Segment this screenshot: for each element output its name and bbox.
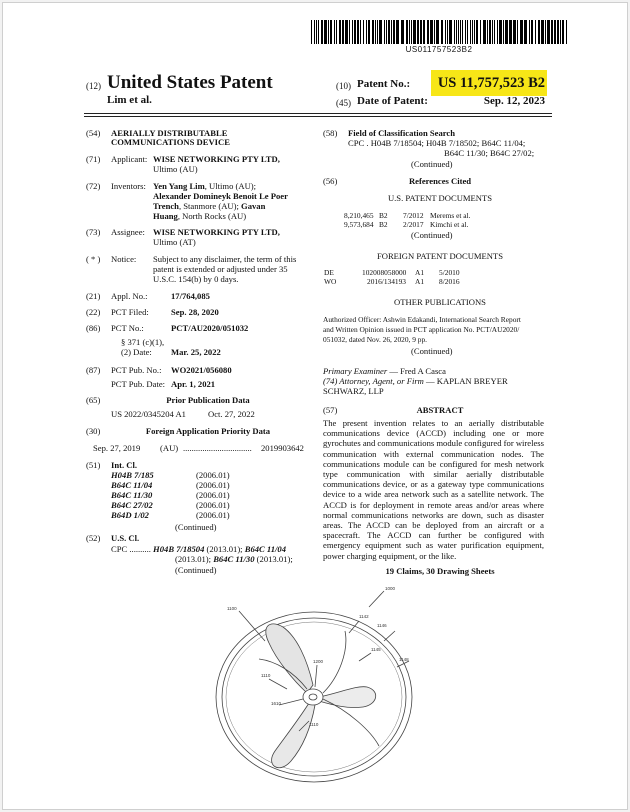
ref-label-1146: 1146 — [377, 623, 387, 628]
code-30: (30) — [86, 426, 101, 436]
code-73: (73) — [86, 227, 101, 237]
barcode-bar — [334, 20, 335, 44]
ref-label-1100: 1100 — [227, 606, 237, 611]
header-rule-2 — [84, 116, 552, 117]
barcode-bar — [391, 20, 392, 44]
barcode-bar — [458, 20, 459, 44]
us-ref-kind: B2 — [379, 211, 388, 220]
barcode-bar — [524, 20, 527, 44]
us-ref-name: Merems et al. — [430, 211, 471, 220]
ref-label-1142: 1142 — [359, 614, 369, 619]
date-of-patent: Sep. 12, 2023 — [483, 95, 545, 107]
barcode-bar — [562, 20, 564, 44]
barcode-bar — [409, 20, 410, 44]
barcode-bar — [489, 20, 491, 44]
assignee-label: Assignee: — [111, 227, 145, 237]
barcode-bar — [436, 20, 439, 44]
pct-filed-label: PCT Filed: — [111, 307, 149, 317]
barcode-bar — [560, 20, 561, 44]
barcode-bar — [462, 20, 463, 44]
patent-number-label: Patent No.: — [357, 78, 411, 90]
field-of-search-line2: B64C 11/30; B64C 27/02; — [444, 148, 535, 158]
blade-right — [319, 687, 376, 708]
inventor-name: Trench — [153, 201, 179, 211]
code-51: (51) — [86, 460, 101, 470]
pct-pub-no: WO2021/056080 — [171, 365, 232, 375]
us-ref-name: Kimchi et al. — [430, 220, 469, 229]
patent-drawing-figure — [199, 581, 439, 810]
priority-country: (AU) — [160, 443, 179, 453]
barcode-bar — [377, 20, 378, 44]
barcode-bar — [330, 20, 332, 44]
barcode-bar — [554, 20, 556, 44]
pct-pub-date-label: PCT Pub. Date: — [111, 379, 166, 389]
barcode-bar — [494, 20, 495, 44]
barcode-bar — [474, 20, 475, 44]
field-of-search-title: Field of Classification Search — [348, 128, 456, 138]
examiner-name: — Fred A Casca — [387, 366, 446, 376]
barcode-bar — [411, 20, 412, 44]
cpc-version: (2013.01); — [175, 554, 214, 564]
barcode-bar — [472, 20, 473, 44]
prior-publication-title: Prior Publication Data — [166, 395, 250, 405]
cpc-code: H04B 7/18504 — [153, 544, 205, 554]
barcode-bar — [324, 20, 327, 44]
barcode-bar — [393, 20, 395, 44]
patent-title-heading: United States Patent — [107, 72, 273, 93]
inventor-name: Huang — [153, 211, 178, 221]
int-cl-version: (2006.01) — [196, 470, 230, 480]
barcode-bar — [529, 20, 530, 44]
barcode-bar — [352, 20, 353, 44]
barcode-image — [311, 20, 567, 44]
attorney-name: — KAPLAN BREYER — [423, 376, 508, 386]
barcode-bar — [417, 20, 419, 44]
int-cl-version: (2006.01) — [196, 490, 230, 500]
barcode-bar — [513, 20, 516, 44]
barcode-bar — [406, 20, 408, 44]
int-cl-code: B64D 1/02 — [111, 510, 149, 520]
barcode-bar — [551, 20, 553, 44]
code-56: (56) — [323, 176, 338, 186]
field-of-search-continued: (Continued) — [411, 159, 453, 169]
notice-code: ( * ) — [86, 254, 101, 264]
barcode-bar — [445, 20, 446, 44]
barcode-bar — [368, 20, 370, 44]
barcode-bar — [509, 20, 512, 44]
inventors-label: Inventors: — [111, 181, 146, 191]
date-of-patent-label: Date of Patent: — [357, 95, 428, 107]
barcode-bar — [413, 20, 416, 44]
code-57: (57) — [323, 405, 338, 415]
cpc-code: B64C 11/30 — [213, 554, 255, 564]
barcode-bar — [420, 20, 422, 44]
assignee-name: WISE NETWORKING PTY LTD, — [153, 227, 280, 237]
code-58: (58) — [323, 128, 338, 138]
barcode-bar — [349, 20, 350, 44]
code-12: (12) — [86, 81, 101, 91]
applicant-location: Ultimo (AU) — [153, 164, 198, 174]
ref-label-1110b: 1110 — [309, 722, 319, 727]
barcode-bar — [363, 20, 364, 44]
foreign-ref-date: 8/2016 — [439, 277, 460, 286]
barcode-bar — [427, 20, 429, 44]
foreign-ref-country: WO — [324, 277, 337, 286]
strut-1 — [323, 631, 346, 693]
blade-lower — [272, 703, 315, 768]
barcode-bar — [345, 20, 348, 44]
pct-pub-no-label: PCT Pub. No.: — [111, 365, 162, 375]
barcode-bar — [541, 20, 544, 44]
inventors-line3 — [153, 201, 265, 211]
barcode-bar — [538, 20, 540, 44]
leader-line — [369, 591, 384, 607]
cpc-version: (2013.01); — [204, 544, 245, 554]
field-of-search-line1: CPC . H04B 7/18504; H04B 7/18502; B64C 11/04; — [348, 138, 526, 148]
barcode-bar — [505, 20, 508, 44]
pct-no-label: PCT No.: — [111, 323, 144, 333]
authors: Lim et al. — [107, 94, 152, 106]
barcode-bar — [487, 20, 488, 44]
barcode-bar — [492, 20, 493, 44]
int-cl-code: B64C 11/04 — [111, 480, 153, 490]
assignee-location: Ultimo (AT) — [153, 237, 196, 247]
barcode-bar — [470, 20, 471, 44]
us-cl-line2 — [175, 554, 293, 564]
pct-filed: Sep. 28, 2020 — [171, 307, 219, 317]
appl-no: 17/764,085 — [171, 291, 210, 301]
patent-number: US 11,757,523 B2 — [437, 75, 545, 91]
inventor-location: , Stanmore (AU); — [178, 201, 239, 211]
barcode-bar — [476, 20, 478, 44]
ref-label-1610: 1610 — [271, 701, 282, 706]
applicant-label: Applicant: — [111, 154, 148, 164]
ref-label-1148: 1148 — [399, 657, 409, 662]
barcode-bar — [547, 20, 550, 44]
pct-pub-date: Apr. 1, 2021 — [171, 379, 216, 389]
int-cl-version: (2006.01) — [196, 480, 230, 490]
inventors-line1 — [153, 181, 256, 191]
us-ref-date: 7/2012 — [403, 211, 424, 220]
priority-leader-dots: ................................ — [183, 443, 252, 453]
barcode-bar — [535, 20, 536, 44]
cpc-label: CPC .......... — [111, 544, 151, 554]
ref-label-1000: 1000 — [385, 586, 396, 591]
barcode-bar — [386, 20, 387, 44]
barcode-bar — [545, 20, 546, 44]
barcode-bar — [454, 20, 455, 44]
prior-publication-date: Oct. 27, 2022 — [208, 409, 255, 419]
barcode-bar — [557, 20, 559, 44]
barcode-bar — [354, 20, 356, 44]
abstract-text: The present invention relates to an aerially distributable communications device (ACCD) including one or more gyrochutes and communications module configured for wireless communication with external communication nodes. The communications module can be configured for mesh network type communication with similar aerially distributable communications device, or as a gateway type communications device to a wide area network such as a satellite network. The ACCD is for deployment in remote areas and/or areas where normal communications networks are down, such as disaster areas. The ACCD can be deployed from an aircraft or a spacecraft. The ACCD can further be configured with emergency equipment such as water purification equipment, power charging equipment, or the like. — [323, 418, 544, 561]
barcode-bar — [517, 20, 518, 44]
hub — [303, 689, 323, 705]
inventors-line2: Alexander Domineyk Benoit Le Poer — [153, 191, 288, 201]
invention-title-line2: COMMUNICATIONS DEVICE — [111, 137, 230, 147]
other-pub-line2: and Written Opinion issued in PCT application No. PCT/AU2020/ — [323, 325, 520, 334]
barcode-bar — [434, 20, 435, 44]
leader-line — [384, 631, 395, 641]
header-rule-1 — [84, 113, 552, 114]
int-cl-code: B64C 27/02 — [111, 500, 153, 510]
barcode-bar — [328, 20, 329, 44]
int-cl-version: (2006.01) — [196, 510, 230, 520]
us-cl-line1 — [111, 544, 286, 554]
leader-line — [239, 611, 265, 641]
barcode-bar — [396, 20, 399, 44]
code-86: (86) — [86, 323, 101, 333]
barcode-bar — [520, 20, 523, 44]
barcode-bar — [339, 20, 341, 44]
barcode-bar — [465, 20, 466, 44]
s371-date: Mar. 25, 2022 — [171, 347, 221, 357]
barcode-bar — [566, 20, 567, 44]
claims-drawing-sheets: 19 Claims, 30 Drawing Sheets — [385, 566, 495, 576]
inventor-name: Gavan — [241, 201, 266, 211]
barcode-bar — [316, 20, 317, 44]
primary-examiner — [323, 366, 446, 376]
pct-no: PCT/AU2020/051032 — [171, 323, 249, 333]
foreign-ref-kind: A1 — [415, 268, 425, 277]
appl-no-label: Appl. No.: — [111, 291, 148, 301]
barcode-bar — [423, 20, 425, 44]
priority-number: 2019903642 — [261, 443, 304, 453]
foreign-ref-date: 5/2010 — [439, 268, 460, 277]
foreign-ref-number: 102008058000 — [362, 268, 407, 277]
invention-title-line1: AERIALLY DISTRIBUTABLE — [111, 128, 228, 138]
int-cl-title: Int. Cl. — [111, 460, 138, 470]
ref-label-1200: 1200 — [313, 659, 324, 664]
barcode-bar — [357, 20, 359, 44]
code-71: (71) — [86, 154, 101, 164]
foreign-ref-country: DE — [324, 268, 334, 277]
barcode-bar — [497, 20, 498, 44]
barcode-bar — [430, 20, 433, 44]
us-ref-date: 2/2017 — [403, 220, 424, 229]
us-cl-continued: (Continued) — [175, 565, 217, 575]
cpc-version: (2013.01); — [254, 554, 293, 564]
priority-date: Sep. 27, 2019 — [93, 443, 141, 453]
prior-publication-number: US 2022/0345204 A1 — [111, 409, 186, 419]
barcode-bar — [531, 20, 533, 44]
other-pub-continued: (Continued) — [411, 346, 453, 356]
inventor-location: , Ultimo (AU); — [204, 181, 257, 191]
barcode-bar — [384, 20, 385, 44]
cpc-code: B64C 11/04 — [244, 544, 287, 554]
us-ref-number: 8,210,465 — [344, 211, 374, 220]
code-65: (65) — [86, 395, 101, 405]
code-21: (21) — [86, 291, 101, 301]
other-pub-line3: 051032, dated Nov. 26, 2020, 9 pp. — [323, 335, 428, 344]
barcode-bar — [336, 20, 337, 44]
int-cl-version: (2006.01) — [196, 500, 230, 510]
us-cl-title: U.S. Cl. — [111, 533, 140, 543]
code-87: (87) — [86, 365, 101, 375]
notice-label: Notice: — [111, 254, 137, 264]
code-52: (52) — [86, 533, 101, 543]
examiner-label: Primary Examiner — [323, 366, 388, 376]
barcode-bar — [388, 20, 390, 44]
barcode-bar — [375, 20, 376, 44]
foreign-ref-kind: A1 — [415, 277, 425, 286]
barcode-number: US011757523B2 — [405, 45, 473, 54]
us-patent-documents-title: U.S. PATENT DOCUMENTS — [387, 193, 493, 203]
int-cl-code: B64C 11/30 — [111, 490, 153, 500]
barcode-bar — [379, 20, 382, 44]
barcode-bar — [467, 20, 468, 44]
barcode-bar — [401, 20, 404, 44]
barcode-bar — [318, 20, 319, 44]
code-54: (54) — [86, 128, 101, 138]
attorney-label: (74) Attorney, Agent, or Firm — [323, 376, 424, 386]
leader-line — [359, 653, 371, 661]
int-cl-code: H04B 7/185 — [111, 470, 154, 480]
us-ref-kind: B2 — [379, 220, 388, 229]
barcode-bar — [499, 20, 502, 44]
code-22: (22) — [86, 307, 101, 317]
notice-line3: U.S.C. 154(b) by 0 days. — [153, 274, 239, 284]
code-45: (45) — [336, 98, 351, 108]
leader-line — [269, 679, 287, 689]
attorney-line1 — [323, 376, 508, 386]
attorney-line2: SCHWARZ, LLP — [323, 386, 384, 396]
ref-label-1145: 1145 — [371, 647, 381, 652]
barcode-bar — [460, 20, 461, 44]
barcode-bar — [321, 20, 323, 44]
inventors-line4 — [153, 211, 246, 221]
barcode-bar — [483, 20, 486, 44]
inventor-name: Yen Yang Lim — [153, 181, 205, 191]
abstract-title: ABSTRACT — [416, 405, 464, 415]
patent-front-page — [2, 2, 628, 810]
foreign-priority-title: Foreign Application Priority Data — [145, 426, 271, 436]
barcode-bar — [360, 20, 361, 44]
barcode-bar — [480, 20, 481, 44]
other-pub-line1: Authorized Officer: Ashwin Edakandi, International Search Report — [323, 315, 521, 324]
us-refs-continued: (Continued) — [411, 230, 453, 240]
int-cl-continued: (Continued) — [175, 522, 217, 532]
s371-date-label: (2) Date: — [121, 347, 152, 357]
barcode-bar — [366, 20, 367, 44]
ref-label-1110: 1110 — [261, 673, 271, 678]
barcode-bar — [456, 20, 457, 44]
code-72: (72) — [86, 181, 101, 191]
us-ref-number: 9,573,684 — [344, 220, 374, 229]
s371-label: § 371 (c)(1), — [121, 337, 165, 347]
barcode-bar — [372, 20, 374, 44]
references-cited-title: References Cited — [408, 176, 472, 186]
blade-upper — [266, 624, 313, 693]
applicant-name: WISE NETWORKING PTY LTD, — [153, 154, 280, 164]
notice-line2: patent is extended or adjusted under 35 — [153, 264, 288, 274]
barcode-bar — [311, 20, 312, 44]
other-publications-title: OTHER PUBLICATIONS — [394, 297, 486, 307]
inventor-location: , North Rocks (AU) — [177, 211, 247, 221]
leader-line — [279, 699, 303, 705]
foreign-ref-number: 2016/134193 — [367, 277, 407, 286]
leader-line — [315, 665, 317, 687]
foreign-patent-documents-title: FOREIGN PATENT DOCUMENTS — [376, 251, 504, 261]
barcode-bar — [449, 20, 452, 44]
barcode-bar — [447, 20, 448, 44]
barcode-bar — [441, 20, 443, 44]
barcode-bar — [314, 20, 315, 44]
barcode-bar — [342, 20, 344, 44]
barcode-bar — [503, 20, 504, 44]
notice-line1: Subject to any disclaimer, the term of this — [153, 254, 297, 264]
code-10: (10) — [336, 81, 351, 91]
